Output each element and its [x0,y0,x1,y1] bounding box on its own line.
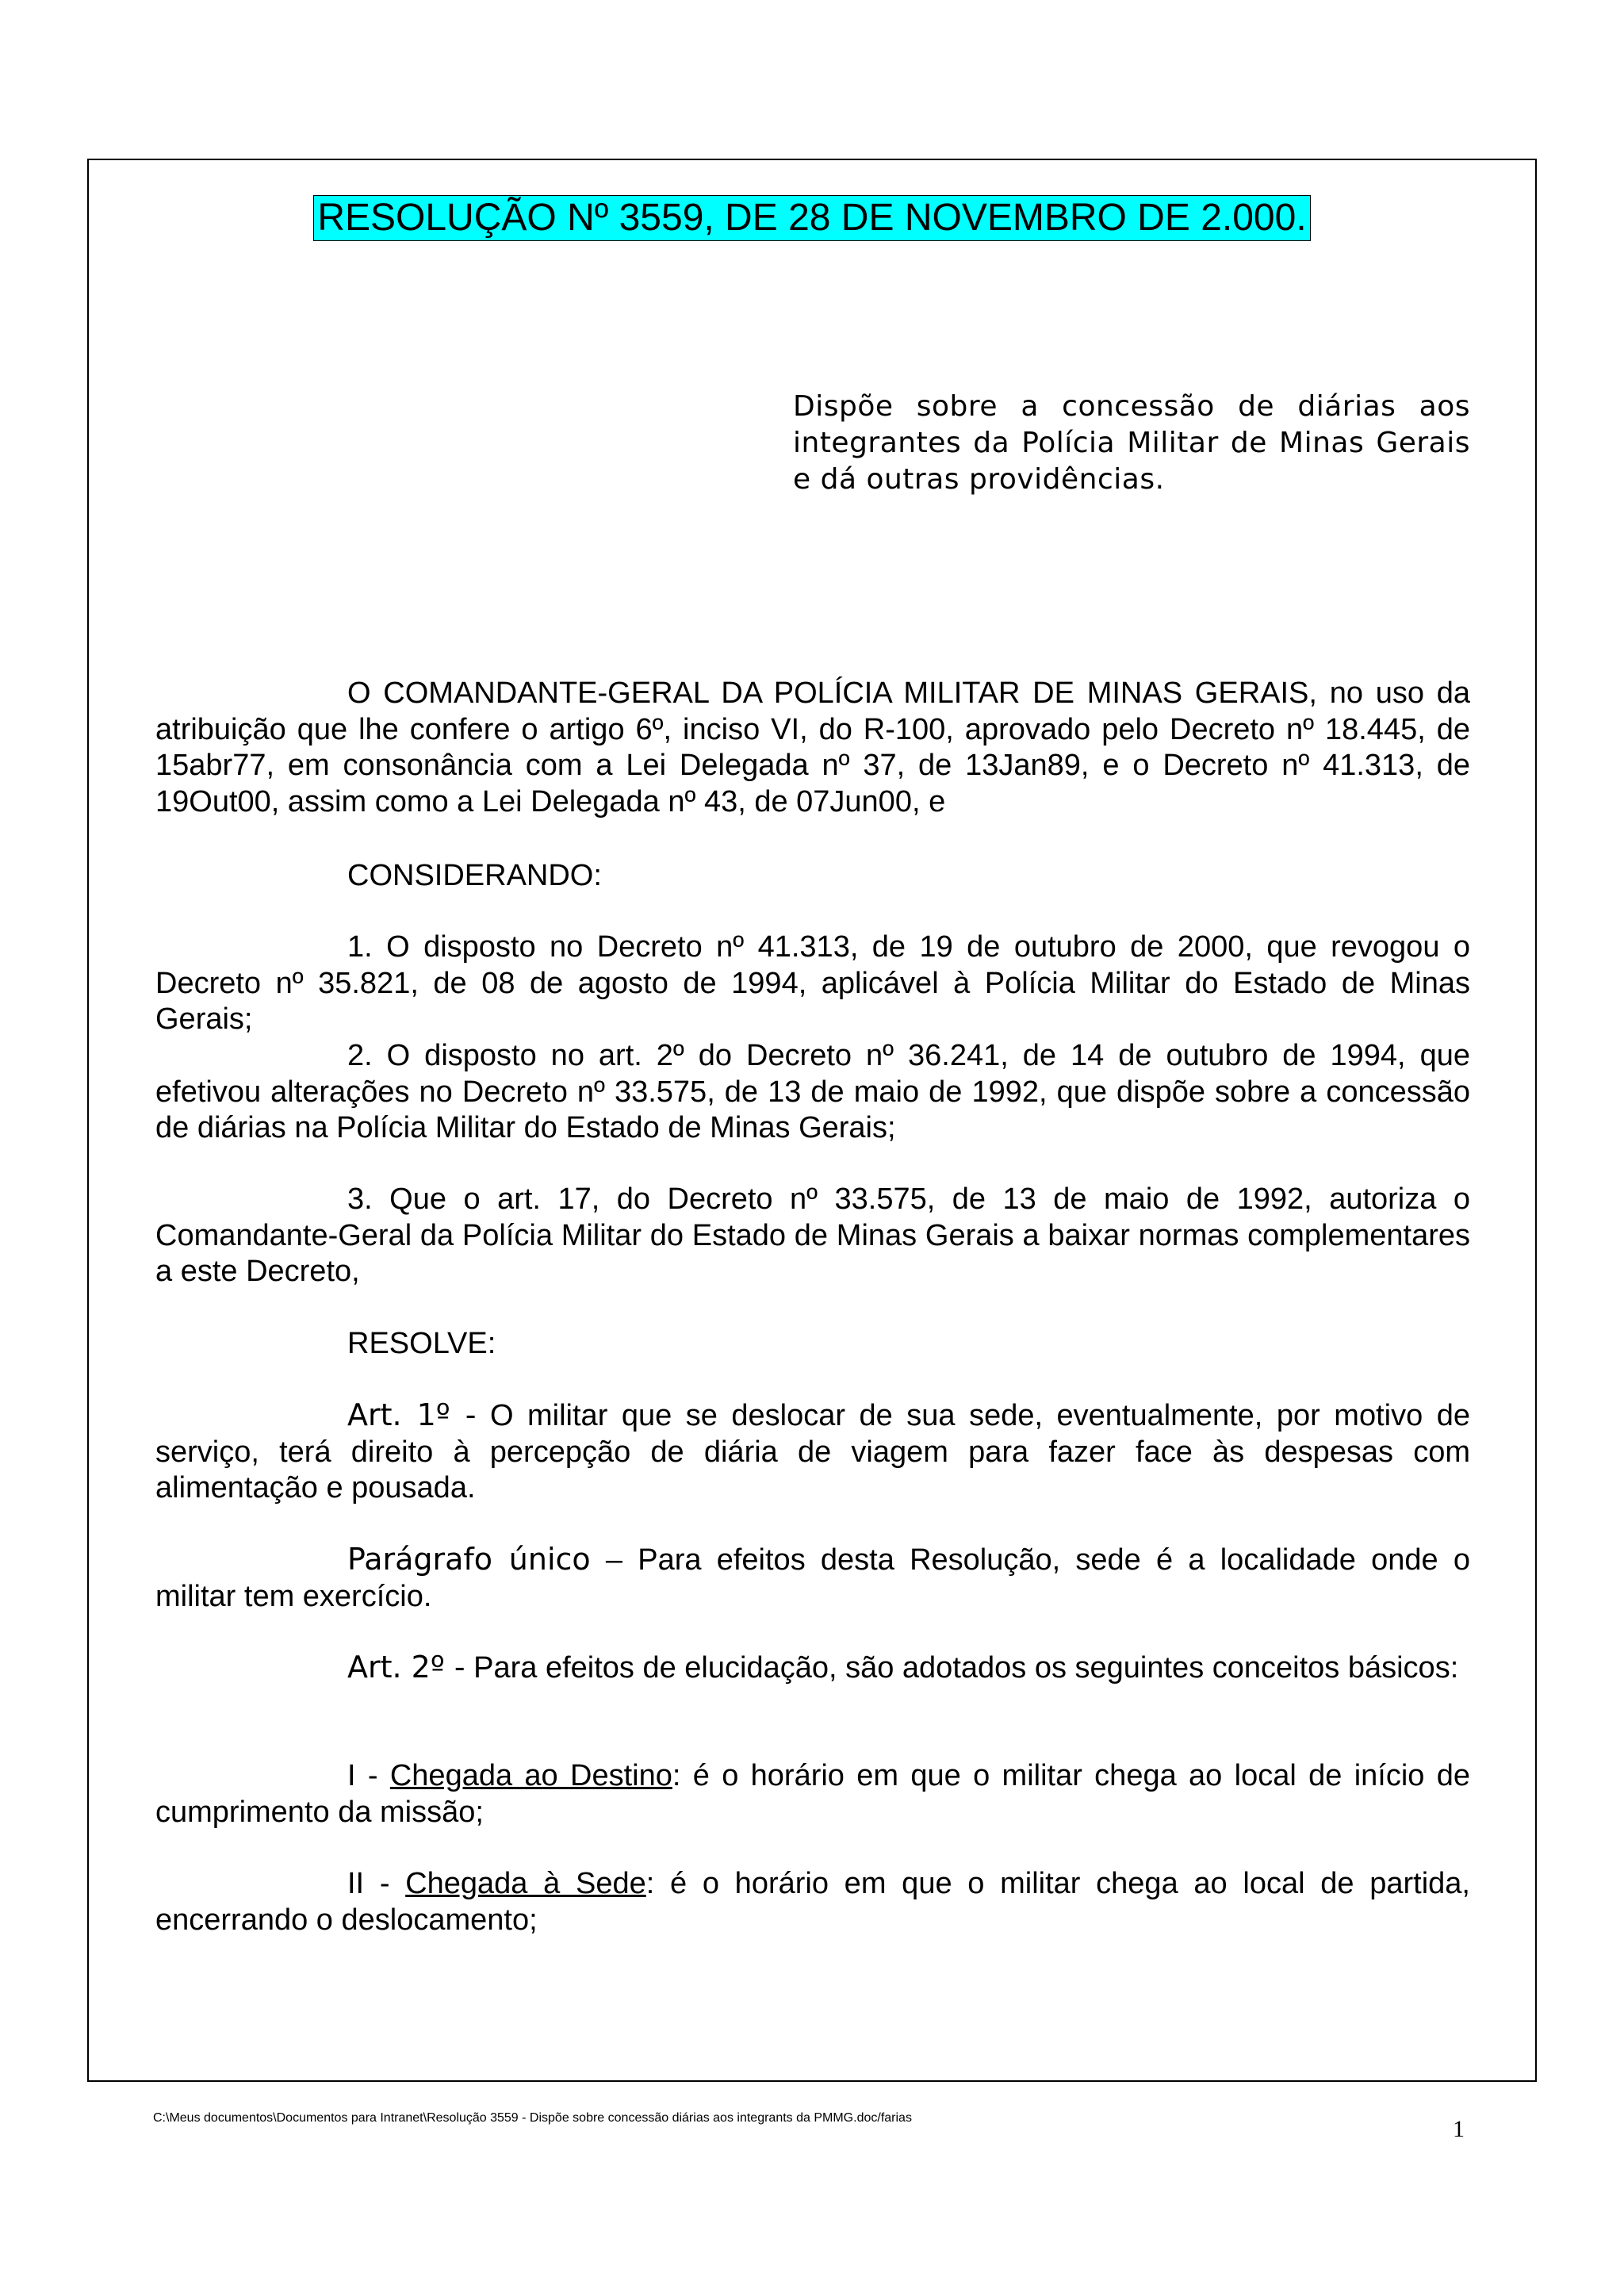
footer-file-path: C:\Meus documentos\Documentos para Intranet\Resolução 3559 - Dispõe sobre concessão diárias aos integrants da PMMG.doc/farias [153,2111,912,2125]
art-2-text: Para efeitos de elucidação, são adotados os seguintes conceitos básicos: [465,1651,1459,1685]
considerando-text: 1. O disposto no Decreto nº 41.313, de 19 de outubro de 2000, que revogou o Decreto nº 35.821, de 08 de agosto de 1994, aplicável à Polícia Militar do Estado de Minas Gerais; [155,930,1470,1036]
inciso-1-text: : é o horário em que o militar chega ao local de início de cumprimento da missão; [155,1759,1470,1829]
title-container [0,195,1624,241]
considerando-item-1 [155,930,1470,1038]
considerando-item-2 [155,1038,1470,1147]
considerando-text: 2. O disposto no art. 2º do Decreto nº 36.241, de 14 de outubro de 1994, que efetivou alterações no Decreto nº 33.575, de 13 de maio de 1992, que dispõe sobre a concessão de diárias na Polícia Militar do Estado de Minas Gerais; [155,1039,1470,1144]
authority: O COMANDANTE-GERAL DA POLÍCIA MILITAR DE MINAS GERAIS, [347,677,1317,710]
art-2-label: Art. 2º - [347,1650,465,1685]
ementa [793,389,1470,498]
inciso-2 [155,1866,1470,1938]
inciso-1-prefix: I - [347,1759,390,1792]
art-1 [155,1397,1470,1507]
art-2 [155,1650,1470,1687]
preamble-text: no uso da atribuição que lhe confere o artigo 6º, inciso VI, do R-100, aprovado pelo Decreto nº 18.445, de 15abr77, em consonância com a Lei Delegada nº 37, de 13Jan89, e o Decreto nº 41.313, de 19Out00, assim como a Lei Delegada nº 43, de 07Jun00, e [155,677,1470,818]
considerando-heading: CONSIDERANDO: [347,859,602,892]
resolve-heading: RESOLVE: [347,1327,496,1360]
paragrafo-unico [155,1542,1470,1615]
art-1-label: Art. 1º - [347,1397,477,1432]
considerando-text: 3. Que o art. 17, do Decreto nº 33.575, de 13 de maio de 1992, autoriza o Comandante-Geral da Polícia Militar do Estado de Minas Gerais a baixar normas complementares a este Decreto, [155,1182,1470,1288]
inciso-2-text: : é o horário em que o militar chega ao local de partida, encerrando o deslocamento; [155,1867,1470,1937]
inciso-2-term: Chegada à Sede [405,1867,646,1900]
page-number: 1 [1453,2116,1465,2142]
ementa-line: e dá outras providências. [793,463,1165,496]
considerando-item-3 [155,1182,1470,1290]
preamble [155,676,1470,820]
ementa-line: integrantes da Polícia Militar de Minas Gerais [793,427,1470,459]
inciso-2-prefix: II - [347,1867,406,1900]
resolution-title: RESOLUÇÃO Nº 3559, DE 28 DE NOVEMBRO DE 2.000. [313,195,1310,241]
inciso-1 [155,1758,1470,1830]
ementa-line: Dispõe sobre a concessão de diárias aos [793,390,1470,423]
inciso-1-term: Chegada ao Destino [389,1759,672,1792]
paragrafo-unico-label: Parágrafo único [347,1542,591,1577]
art-1-text: O militar que se deslocar de sua sede, eventualmente, por motivo de serviço, terá direito à percepção de diária de viagem para fazer face às despesas com alimentação e pousada. [155,1399,1470,1504]
paragrafo-unico-text: – Para efeitos desta Resolução, sede é a localidade onde o militar tem exercício. [155,1543,1470,1613]
